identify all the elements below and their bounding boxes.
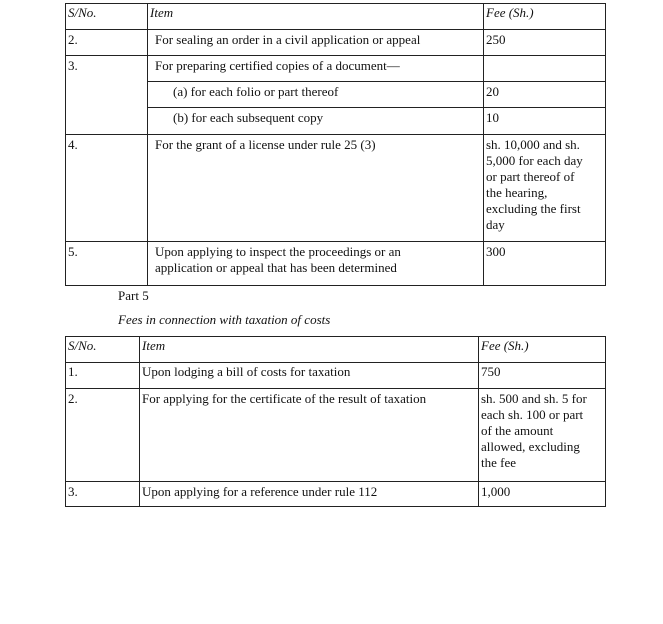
- table-border-top: [65, 336, 606, 337]
- part-subheading: Fees in connection with taxation of costs: [118, 312, 331, 327]
- item-line: Upon applying to inspect the proceedings or an: [155, 244, 401, 259]
- fee-line: 5,000 for each day: [486, 153, 583, 168]
- table-border-right: [605, 336, 606, 507]
- row-divider: [147, 81, 606, 82]
- row-item: Upon lodging a bill of costs for taxation: [142, 364, 351, 379]
- fee-line: allowed, excluding: [481, 439, 580, 454]
- row-divider: [65, 388, 606, 389]
- fee-line: the hearing,: [486, 185, 548, 200]
- item-line: application or appeal that has been determined: [155, 260, 397, 275]
- part-heading: Part 5: [118, 288, 149, 303]
- row-sno: 4.: [68, 137, 78, 152]
- row-item: For applying for the certificate of the result of taxation: [142, 391, 427, 406]
- fees-table-part5: [65, 336, 606, 507]
- row-sno: 3.: [68, 58, 78, 73]
- row-fee: 250: [486, 32, 506, 47]
- fee-line: the fee: [481, 455, 517, 470]
- table-border-bottom: [65, 506, 606, 507]
- subrow-item: (b) for each subsequent copy: [173, 110, 324, 125]
- column-divider: [483, 3, 484, 286]
- fee-line: sh. 500 and sh. 5 for: [481, 391, 587, 406]
- row-divider: [147, 107, 606, 108]
- row-sno: 3.: [68, 484, 78, 499]
- fee-line: sh. 10,000 and sh.: [486, 137, 580, 152]
- column-header-sno: S/No.: [68, 5, 97, 20]
- column-divider: [478, 336, 479, 507]
- row-divider: [65, 481, 606, 482]
- column-header-fee: Fee (Sh.): [486, 5, 534, 20]
- row-fee: [481, 391, 605, 471]
- subrow-item: (a) for each folio or part thereof: [173, 84, 339, 99]
- row-fee: [486, 137, 604, 233]
- column-header-item: Item: [142, 338, 166, 353]
- table-border-right: [605, 3, 606, 286]
- row-divider: [65, 362, 606, 363]
- column-header-sno: S/No.: [68, 338, 97, 353]
- fee-line: or part thereof of: [486, 169, 575, 184]
- row-item: [155, 244, 401, 276]
- row-sno: 2.: [68, 32, 78, 47]
- table-border-left: [65, 3, 66, 286]
- fees-table-part4: [65, 3, 606, 286]
- row-item: Upon applying for a reference under rule 112: [142, 484, 378, 499]
- fee-line: each sh. 100 or part: [481, 407, 584, 422]
- row-fee: 1,000: [481, 484, 511, 499]
- column-header-fee: Fee (Sh.): [481, 338, 529, 353]
- table-border-left: [65, 336, 66, 507]
- fee-line: of the amount: [481, 423, 554, 438]
- row-item: For sealing an order in a civil application or appeal: [155, 32, 421, 47]
- fee-line: day: [486, 217, 505, 232]
- row-sno: 2.: [68, 391, 78, 406]
- column-divider: [139, 336, 140, 507]
- row-item: For the grant of a license under rule 25 (3): [155, 137, 376, 152]
- subrow-fee: 10: [486, 110, 499, 125]
- row-sno: 5.: [68, 244, 78, 259]
- subrow-fee: 20: [486, 84, 499, 99]
- row-item: For preparing certified copies of a document—: [155, 58, 400, 73]
- row-fee: 750: [481, 364, 501, 379]
- column-divider: [147, 3, 148, 286]
- row-sno: 1.: [68, 364, 78, 379]
- fee-line: excluding the first: [486, 201, 581, 216]
- column-header-item: Item: [150, 5, 174, 20]
- row-fee: 300: [486, 244, 506, 259]
